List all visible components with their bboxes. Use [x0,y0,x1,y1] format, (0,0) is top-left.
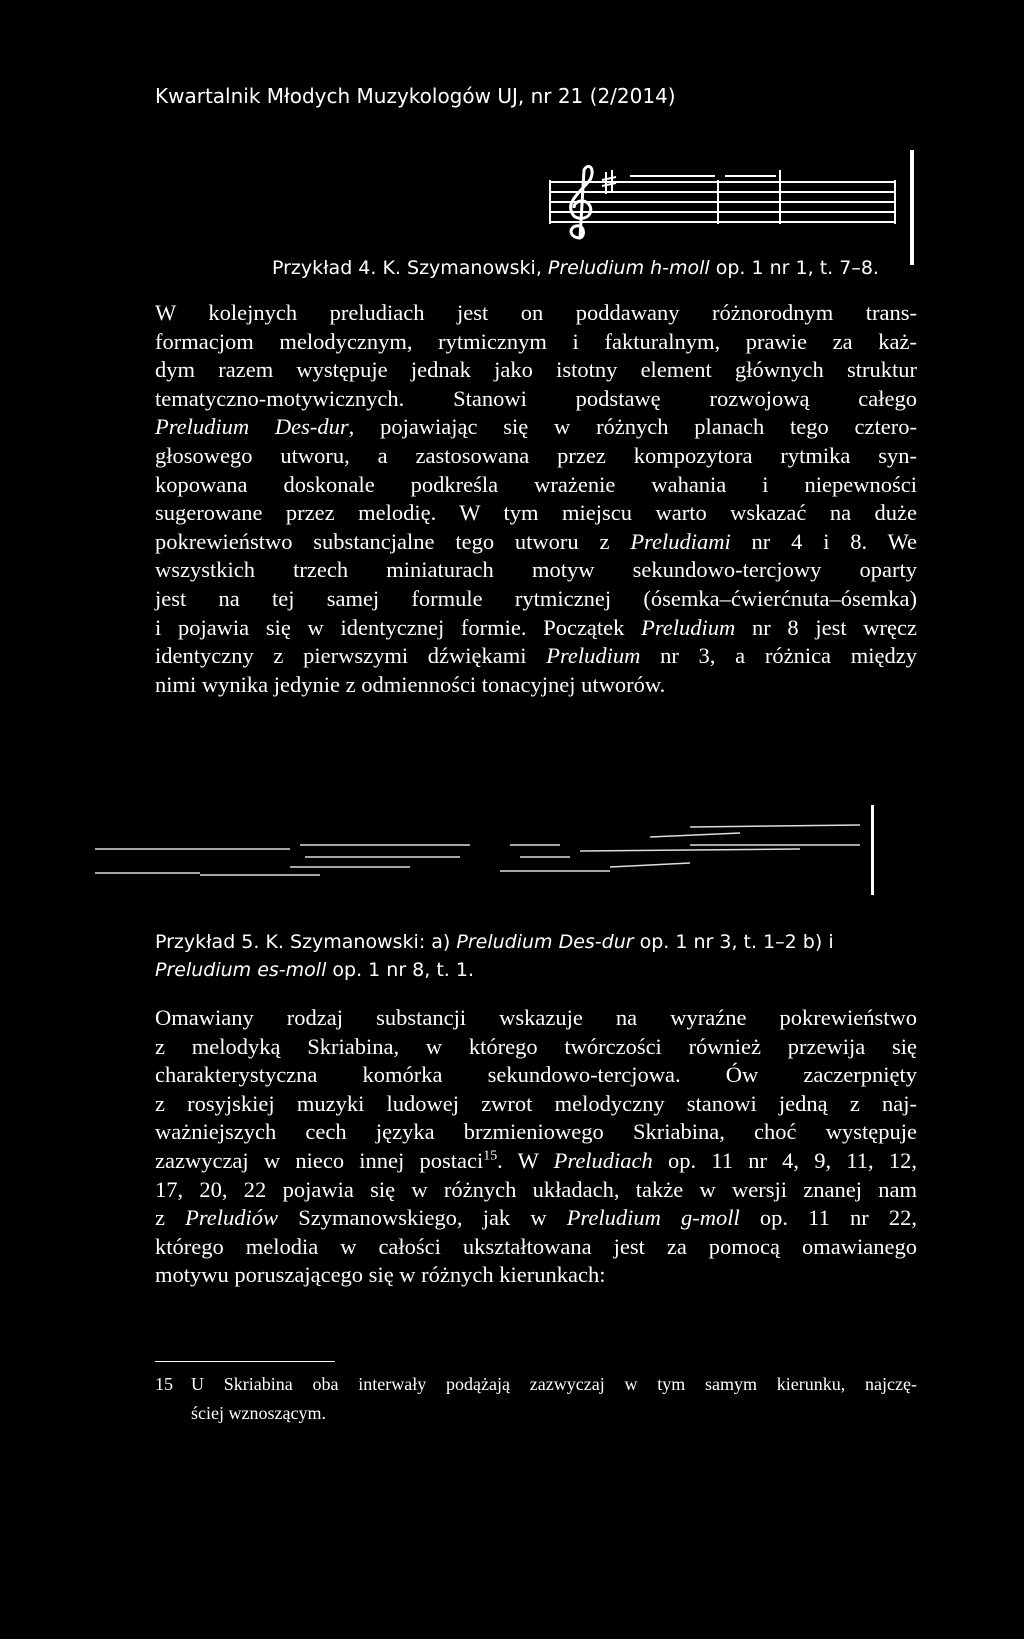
example-5-caption: Przykład 5. K. Szymanowski: a) Preludium Des-dur op. 1 nr 3, t. 1–2 b) i Preludium es-moll op. 1 nr 8, t. 1. [155,931,834,981]
footnote-ref[interactable]: 15 [483,1148,498,1164]
footnote-15: 15 U Skriabina oba interwały podążają zazwyczaj w tym samym kierunku, najczę- ściej wznoszącym. [155,1370,917,1428]
music-example-4 [540,150,920,270]
footnote-divider [155,1361,335,1362]
music-example-5 [90,805,920,900]
paragraph-1: W kolejnych preludiach jest on poddawany różnorodnym trans- formacjom melodycznym, rytmicznym i fakturalnym, prawie za każ- dym razem występuje jednak jako istotny element głównych struktur tematyczno-motywicznych. Stanowi podstawę rozwojową całego Preludium Des-dur, pojawiając się w różnych planach tego cztero- głosowego utworu, a zastosowana przez kompozytora rytmika syn- kopowana doskonale podkreśla wrażenie wahania i niepewności sugerowane przez melodię. W tym miejscu warto wskazać na duże pokrewieństwo substancjalne tego utworu z Preludiami nr 4 i 8. We wszystkich trzech miniaturach motyw sekundowo-tercjowy oparty jest na tej samej formule rytmicznej (ósemka–ćwierćnuta–ósemka) i pojawia się w identycznej formie. Początek Preludium nr 8 jest wręcz identyczny z pierwszymi dźwiękami Preludium nr 3, a różnica między nimi wynika jedynie z odmienności tonacyjnej utworów. [155,300,918,697]
journal-header: Kwartalnik Młodych Muzykologów UJ, nr 21 (2/2014) [155,84,676,108]
paragraph-2: Omawiany rodzaj substancji wskazuje na wyraźne pokrewieństwo z melodyką Skriabina, w którego twórczości również przewija się charakterystyczna komórka sekundowo-tercjowa. Ów zaczerpnięty z rosyjskiej muzyki ludowej zwrot melodyczny stanowi jedną z naj- ważniejszych cech języka brzmieniowego Skriabina, choć występuje zazwyczaj w nieco innej postaci$^{15}$. W Preludiach op. 11 nr 4, 9, 11, 12, 17, 20, 22 pojawia się w różnych układach, także w wersji znanej nam z Preludiów Szymanowskiego, jak w Preludium g-moll op. 11 nr 22, którego melodia w całości ukształtowana jest za pomocą omawianego motywu poruszającego się w różnych kierunkach: [155,1005,917,1288]
footnote-number: 15 [155,1374,173,1394]
example-4-caption: Przykład 4. K. Szymanowski, Preludium h-moll op. 1 nr 1, t. 7–8. [272,257,879,279]
